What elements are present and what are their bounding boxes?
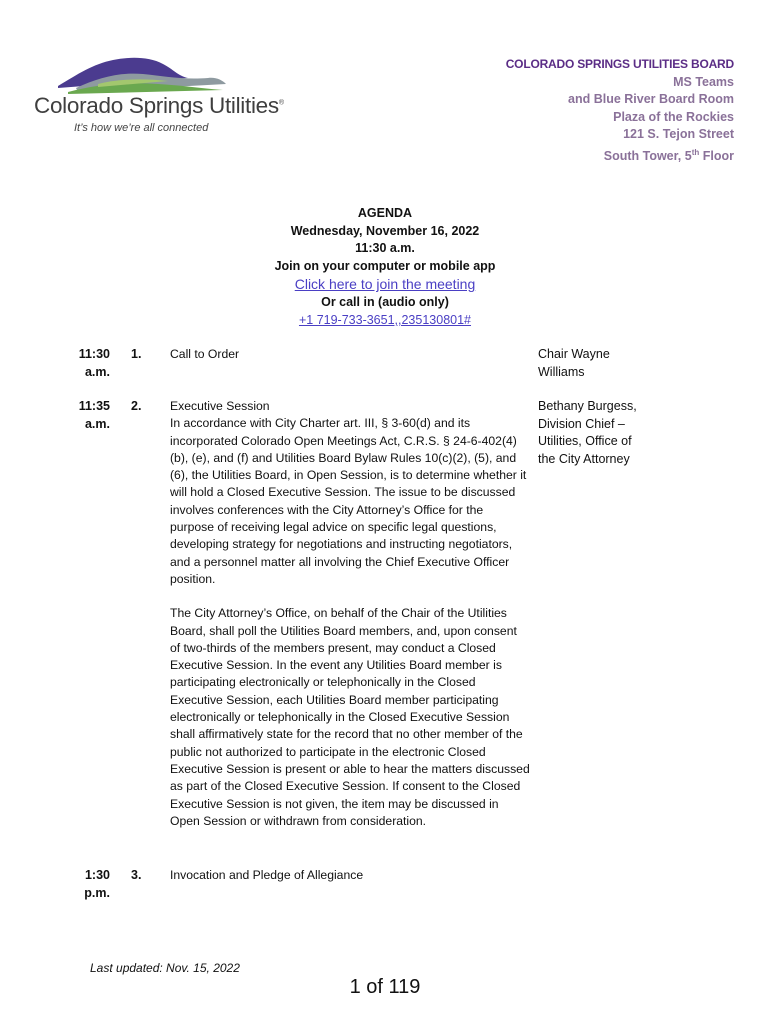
item-title: Invocation and Pledge of Allegiance (170, 868, 364, 882)
item-body (170, 867, 530, 884)
logo-wordmark: Colorado Springs Utilities® (34, 93, 284, 118)
location-line: and Blue River Board Room (568, 92, 734, 107)
item-time: 1:30 p.m. (84, 868, 110, 900)
item-body (170, 346, 530, 363)
item-presenter: Bethany Burgess, Division Chief – Utilities, Office of the City Attorney (538, 399, 637, 466)
location-line: Plaza of the Rockies (613, 109, 734, 124)
join-instructions: Join on your computer or mobile app (274, 258, 496, 273)
item-number: 1. (131, 347, 142, 361)
item-presenter: Chair Wayne Williams (538, 347, 610, 379)
item-title: Executive Session (170, 399, 270, 413)
item-number: 3. (131, 868, 142, 882)
mountain-logo-icon (58, 54, 228, 96)
agenda-heading (0, 205, 770, 330)
meeting-location-header (506, 56, 734, 166)
call-in-phone-link[interactable]: +1 719-733-3651,,235130801# (298, 312, 472, 327)
item-title: Call to Order (170, 347, 240, 361)
item-time: 11:30 a.m. (78, 347, 110, 379)
meeting-date: Wednesday, November 16, 2022 (290, 223, 480, 238)
page-indicator: 1 of 119 (349, 976, 421, 998)
board-title: COLORADO SPRINGS UTILITIES BOARD (505, 57, 734, 71)
agenda-title: AGENDA (357, 206, 413, 220)
join-meeting-link[interactable]: Click here to join the meeting (294, 276, 476, 293)
item-paragraph: In accordance with City Charter art. III, § 3-60(d) and its incorporated Colorado Open Meetings Act, C.R.S. § 24-6-402(4)(b), (e), and (f) and Utilities Board Bylaw Rules 10(c)(2), (5), and (6), the Utilities Board, in Open Session, is to determine whether it will hold a Closed Executive Session. The issue to be discussed involves conferences with the City Attorney’s Office for the purpose of receiving legal advice on specific legal questions, developing strategy for negotiations and instructing negotiators, and a personnel matter all involving the Chief Executive Officer position. (170, 416, 527, 586)
item-body (170, 398, 530, 830)
location-line: MS Teams (673, 74, 734, 89)
item-number: 2. (131, 399, 142, 413)
logo-tagline: It’s how we’re all connected (74, 122, 209, 134)
last-updated-note: Last updated: Nov. 15, 2022 (90, 961, 240, 975)
call-in-label: Or call in (audio only) (321, 295, 449, 310)
item-paragraph: The City Attorney’s Office, on behalf of the Chair of the Utilities Board, shall poll the Utilities Board members, and, upon consent of two-thirds of the members present, may conduct a Closed Executive Session. In the event any Utilities Board member is participating electronically or telephonically in the Closed Executive Session, each Utilities Board member participating electronically or telephonically in the Closed Executive Session shall affirmatively state for the record that no other member of the public not authorized to participate in the electronic Closed Executive Session is present or able to hear the matters discussed as part of the Closed Executive Session. If consent to the Closed Executive Session is not given, the item may be discussed in Open Session or withdrawn from consideration. (170, 606, 530, 828)
location-line: 121 S. Tejon Street (623, 127, 734, 142)
company-logo (32, 50, 284, 145)
location-line: South Tower, 5th Floor (603, 147, 734, 164)
item-time: 11:35 a.m. (78, 399, 110, 431)
meeting-time: 11:30 a.m. (355, 241, 415, 256)
